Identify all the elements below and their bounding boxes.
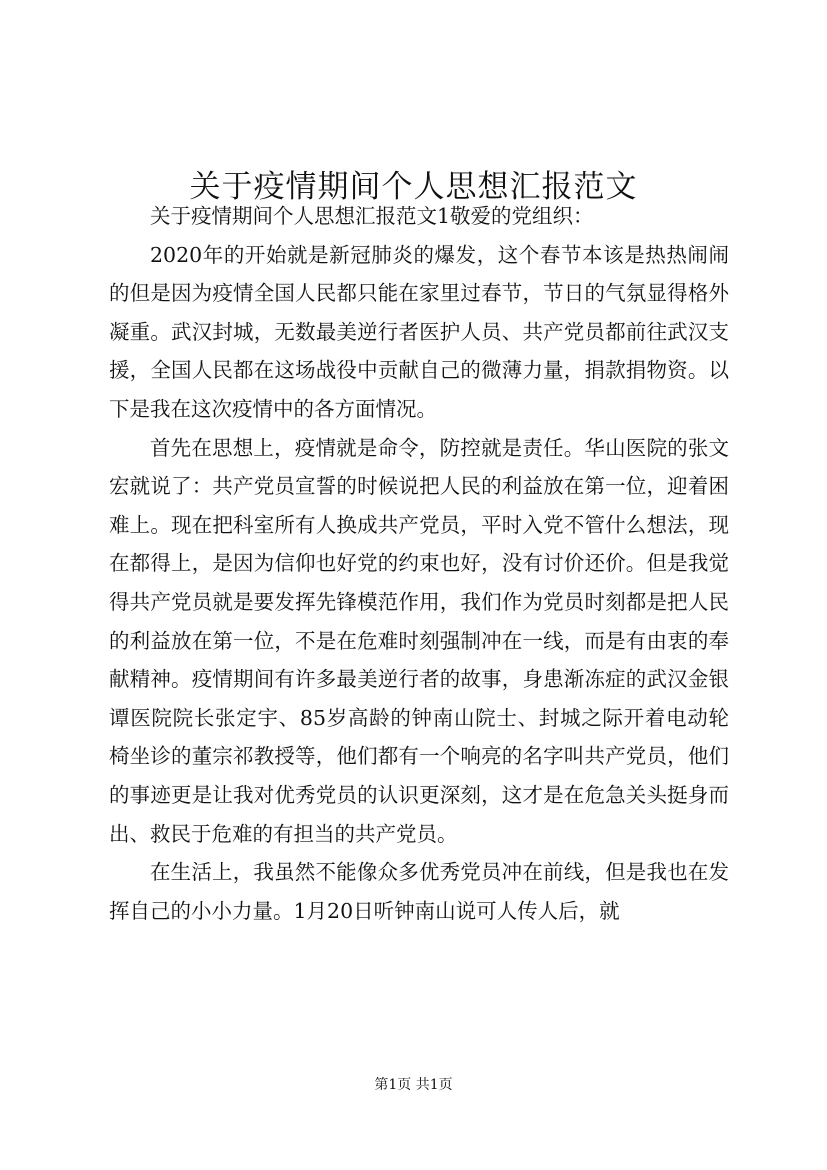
document-title: 关于疫情期间个人思想汇报范文 — [189, 168, 638, 205]
paragraph-thought: 首先在思想上，疫情就是命令，防控就是责任。华山医院的张文宏就说了：共产党员宣誓的时候说把人民的利益放在第一位，迎着困难上。现在把科室所有人换成共产党员，平时入党不管什么想法，现在都得上，是因为信仰也好党的约束也好，没有讨价还价。但是我觉得共产党员就是要发挥先锋模范作用，我们作为党员时刻都是把人民的利益放在第一位，不是在危难时刻强制冲在一线，而是有由衷的奉献精神。疫情期间有许多最美逆行者的故事，身患渐冻症的武汉金银谭医院院长张定宇、85岁高龄的钟南山院士、封城之际开着电动轮椅坐诊的董宗祁教授等，他们都有一个响亮的名字叫共产党员，他们的事迹更是让我对优秀党员的认识更深刻，这才是在危急关头挺身而出、救民于危难的有担当的共产党员。 — [109, 435, 729, 846]
paragraph-salutation: 关于疫情期间个人思想汇报范文1敬爱的党组织： — [150, 204, 594, 228]
paragraph-life: 在生活上，我虽然不能像众多优秀党员冲在前线，但是我也在发挥自己的小小力量。1月20日听钟南山说可人传人后，就 — [109, 860, 729, 923]
page-number-footer: 第1页 共1页 — [374, 1077, 453, 1093]
document-body — [109, 197, 729, 930]
paragraph-intro: 2020年的开始就是新冠肺炎的爆发，这个春节本该是热热闹闹的但是因为疫情全国人民都只能在家里过春节，节日的气氛显得格外凝重。武汉封城，无数最美逆行者医护人员、共产党员都前往武汉支援，全国人民都在这场战役中贡献自己的微薄力量，捐款捐物资。以下是我在这次疫情中的各方面情况。 — [109, 242, 729, 421]
